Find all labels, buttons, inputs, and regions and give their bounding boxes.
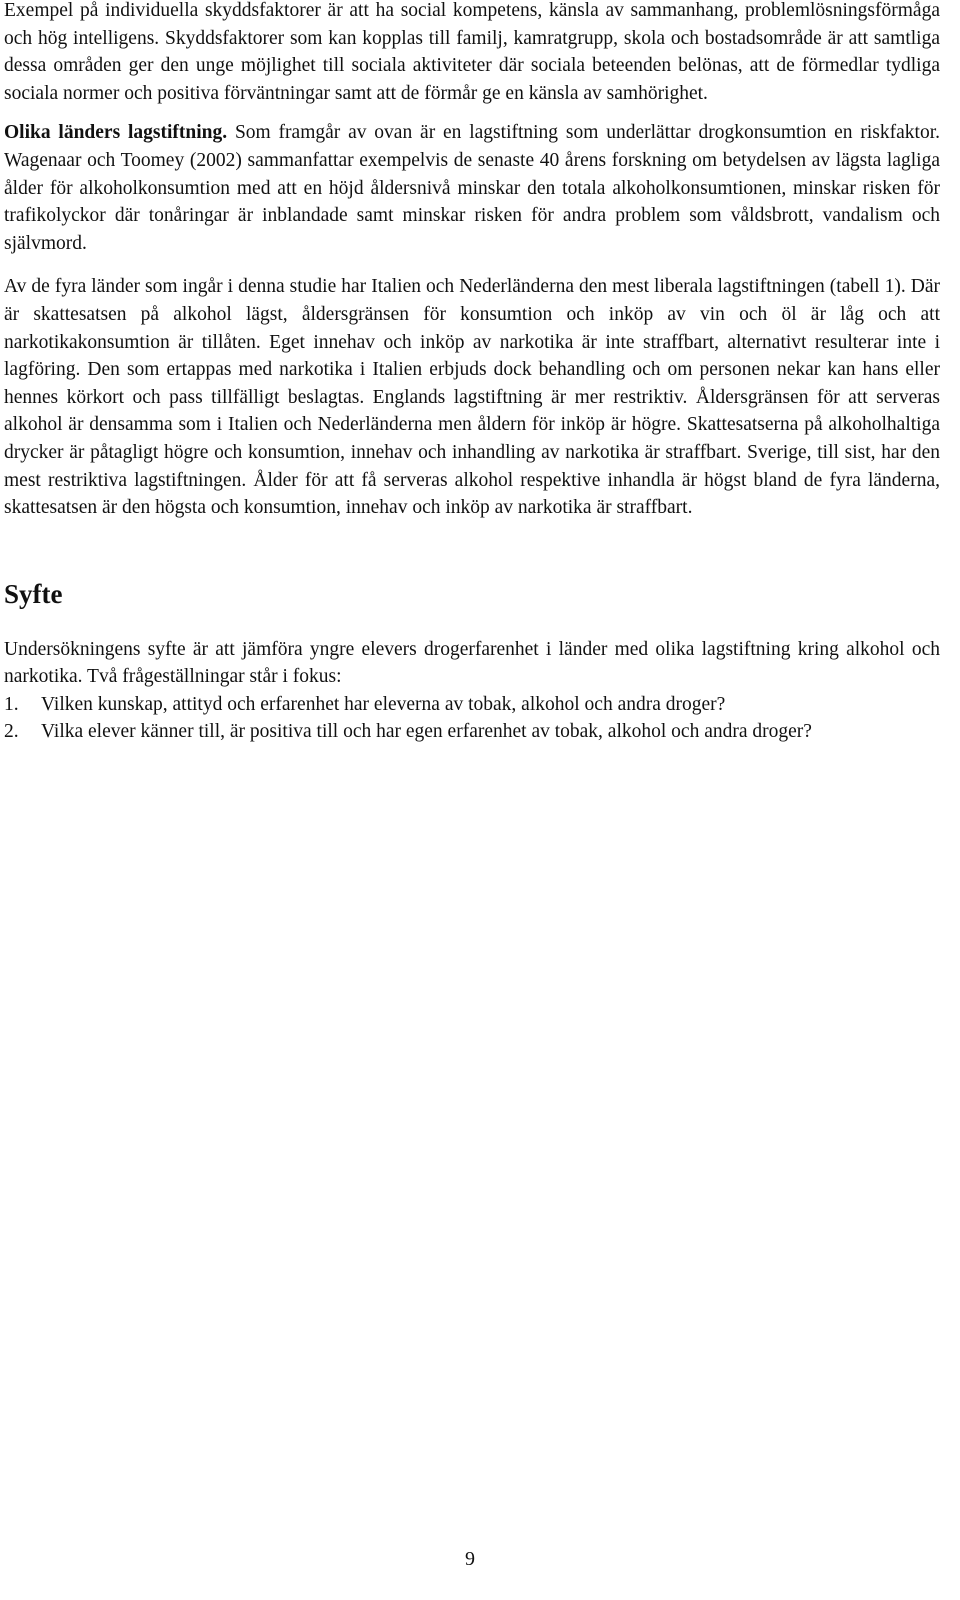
laws-run-in-heading: Olika länders lagstiftning. (4, 122, 228, 144)
question-list (4, 691, 940, 746)
document-page (4, 0, 940, 746)
question-text: Vilken kunskap, attityd och erfarenhet har eleverna av tobak, alkohol och andra droger? (41, 693, 726, 715)
question-text: Vilka elever känner till, är positiva till och har egen erfarenhet av tobak, alkohol och andra droger? (41, 721, 812, 743)
intro-paragraph: Exempel på individuella skyddsfaktorer är att ha social kompetens, känsla av sammanhang, problemlösningsförmåga och hög intelligens. Skyddsfaktorer som kan kopplas till familj, kamratgrupp, skola och bostadsområde är att samtliga dessa områden ger den unge möjlighet till sociala aktiviteter där sociala beteenden belönas, att de förmedlar tydliga sociala normer och positiva förväntningar samt att de förmår ge en känsla av samhörighet. (4, 0, 940, 104)
question-number: 1. (4, 693, 19, 715)
section-heading-syfte: Syfte (4, 578, 63, 609)
question-item (4, 718, 940, 746)
page-number: 9 (465, 1548, 475, 1570)
question-number: 2. (4, 721, 19, 743)
countries-paragraph: Av de fyra länder som ingår i denna studie har Italien och Nederländerna den mest liberala lagstiftningen (tabell 1). Där är skattesatsen på alkohol lägst, åldersgränsen för konsumtion och inköp av vin och öl är låg och att narkotikakonsumtion är tillåten. Eget innehav och inköp av narkotika är inte straffbart, alternativt resulterar inte i lagföring. Den som ertappas med narkotika i Italien erbjuds dock behandling och om personen nekar kan hans eller hennes körkort och pass tillfälligt beslagtas. Englands lagstiftning är mer restriktiv. Åldersgränsen för att serveras alkohol är densamma som i Italien och Nederländerna men åldern för inköp är högre. Skattesatserna på alkoholhaltiga drycker är påtagligt högre och konsumtion, innehav och inhandling av narkotika är straffbart. Sverige, till sist, har den mest restriktiva lagstiftningen. Ålder för att få serveras alkohol respektive inhandla är högst bland de fyra länderna, skattesatsen är den högsta och konsumtion, innehav och inköp av narkotika är straffbart. (4, 276, 940, 519)
laws-paragraph-text: Som framgår av ovan är en lagstiftning som underlättar drogkonsumtion en riskfaktor. Wagenaar och Toomey (2002) sammanfattar exempelvis de senaste 40 årens forskning om betydelsen av lägsta lagliga ålder för alkoholkonsumtion med att en höjd åldersnivå minskar den totala alkoholkonsumtionen, minskar risken för trafikolyckor där tonåringar är inblandade samt minskar risken för andra problem som våldsbrott, vandalism och självmord. (4, 122, 940, 254)
purpose-paragraph: Undersökningens syfte är att jämföra yngre elevers drogerfarenhet i länder med olika lagstiftning kring alkohol och narkotika. Två frågeställningar står i fokus: (4, 638, 940, 688)
question-item (4, 691, 940, 719)
laws-paragraph (4, 119, 940, 257)
